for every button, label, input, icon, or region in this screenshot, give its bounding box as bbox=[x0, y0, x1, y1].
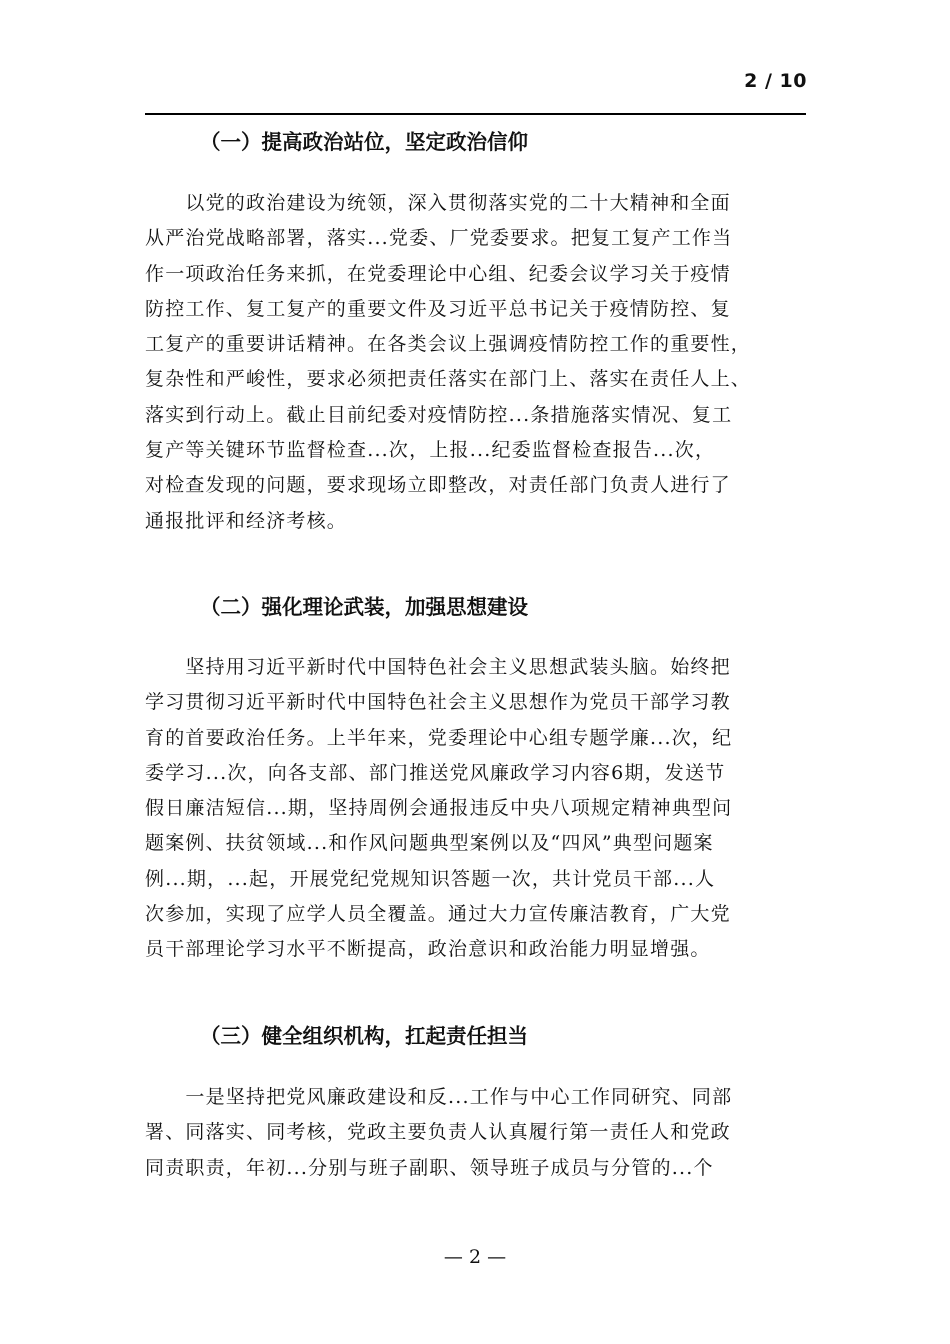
paragraph-line: 通报批评和经济考核。 bbox=[145, 509, 348, 532]
section-heading-3: （三）健全组织机构，扛起责任担当 bbox=[200, 1024, 528, 1048]
paragraph-line: 工复产的重要讲话精神。在各类会议上强调疫情防控工作的重要性， bbox=[145, 333, 752, 356]
paragraph-line: 学习贯彻习近平新时代中国特色社会主义思想作为党员干部学习教 bbox=[145, 691, 731, 714]
paragraph-line: 同责职责，年初...分别与班子副职、领导班子成员与分管的...个 bbox=[145, 1156, 714, 1179]
paragraph-line: 以党的政治建设为统领，深入贯彻落实党的二十大精神和全面 bbox=[145, 192, 731, 214]
paragraph-line: 对检查发现的问题，要求现场立即整改，对责任部门负责人进行了 bbox=[145, 474, 731, 497]
section-heading-1: （一）提高政治站位，坚定政治信仰 bbox=[200, 130, 528, 154]
paragraph-line: 署、同落实、同考核，党政主要负责人认真履行第一责任人和党政 bbox=[145, 1121, 731, 1144]
paragraph-line: 坚持用习近平新时代中国特色社会主义思想武装头脑。始终把 bbox=[145, 656, 731, 678]
page-counter: 2 / 10 bbox=[744, 70, 807, 92]
paragraph-line: 作一项政治任务来抓，在党委理论中心组、纪委会议学习关于疫情 bbox=[145, 262, 731, 285]
section-heading-2: （二）强化理论武装，加强思想建设 bbox=[200, 595, 528, 619]
paragraph-line: 复杂性和严峻性，要求必须把责任落实在部门上、落实在责任人上、 bbox=[145, 368, 752, 391]
paragraph-line: 例...期，...起，开展党纪党规知识答题一次，共计党员干部...人 bbox=[145, 867, 716, 890]
paragraph-line: 复产等关键环节监督检查...次，上报...纪委监督检查报告...次， bbox=[145, 439, 716, 462]
paragraph-line: 假日廉洁短信...期，坚持周例会通报违反中央八项规定精神典型问 bbox=[145, 797, 733, 820]
section-body-2 bbox=[145, 650, 825, 968]
paragraph-line: 落实到行动上。截止目前纪委对疫情防控...条措施落实情况、复工 bbox=[145, 403, 733, 426]
section-body-1 bbox=[145, 186, 825, 539]
paragraph-line: 次参加，实现了应学人员全覆盖。通过大力宣传廉洁教育，广大党 bbox=[145, 903, 731, 926]
paragraph-line: 员干部理论学习水平不断提高，政治意识和政治能力明显增强。 bbox=[145, 938, 711, 961]
paragraph-line: 一是坚持把党风廉政建设和反...工作与中心工作同研究、同部 bbox=[145, 1086, 733, 1108]
footer-page-number: — 2 — bbox=[443, 1246, 507, 1268]
paragraph-line: 从严治党战略部署，落实...党委、厂党委要求。把复工复产工作当 bbox=[145, 227, 733, 250]
paragraph-line: 委学习...次，向各支部、部门推送党风廉政学习内容6期，发送节 bbox=[145, 761, 726, 784]
paragraph-line: 育的首要政治任务。上半年来，党委理论中心组专题学廉...次，纪 bbox=[145, 726, 733, 749]
paragraph-line: 防控工作、复工复产的重要文件及习近平总书记关于疫情防控、复 bbox=[145, 297, 731, 320]
header-rule bbox=[145, 113, 806, 115]
section-body-3 bbox=[145, 1080, 825, 1186]
paragraph-line: 题案例、扶贫领域...和作风问题典型案例以及“四风”典型问题案 bbox=[145, 832, 714, 855]
